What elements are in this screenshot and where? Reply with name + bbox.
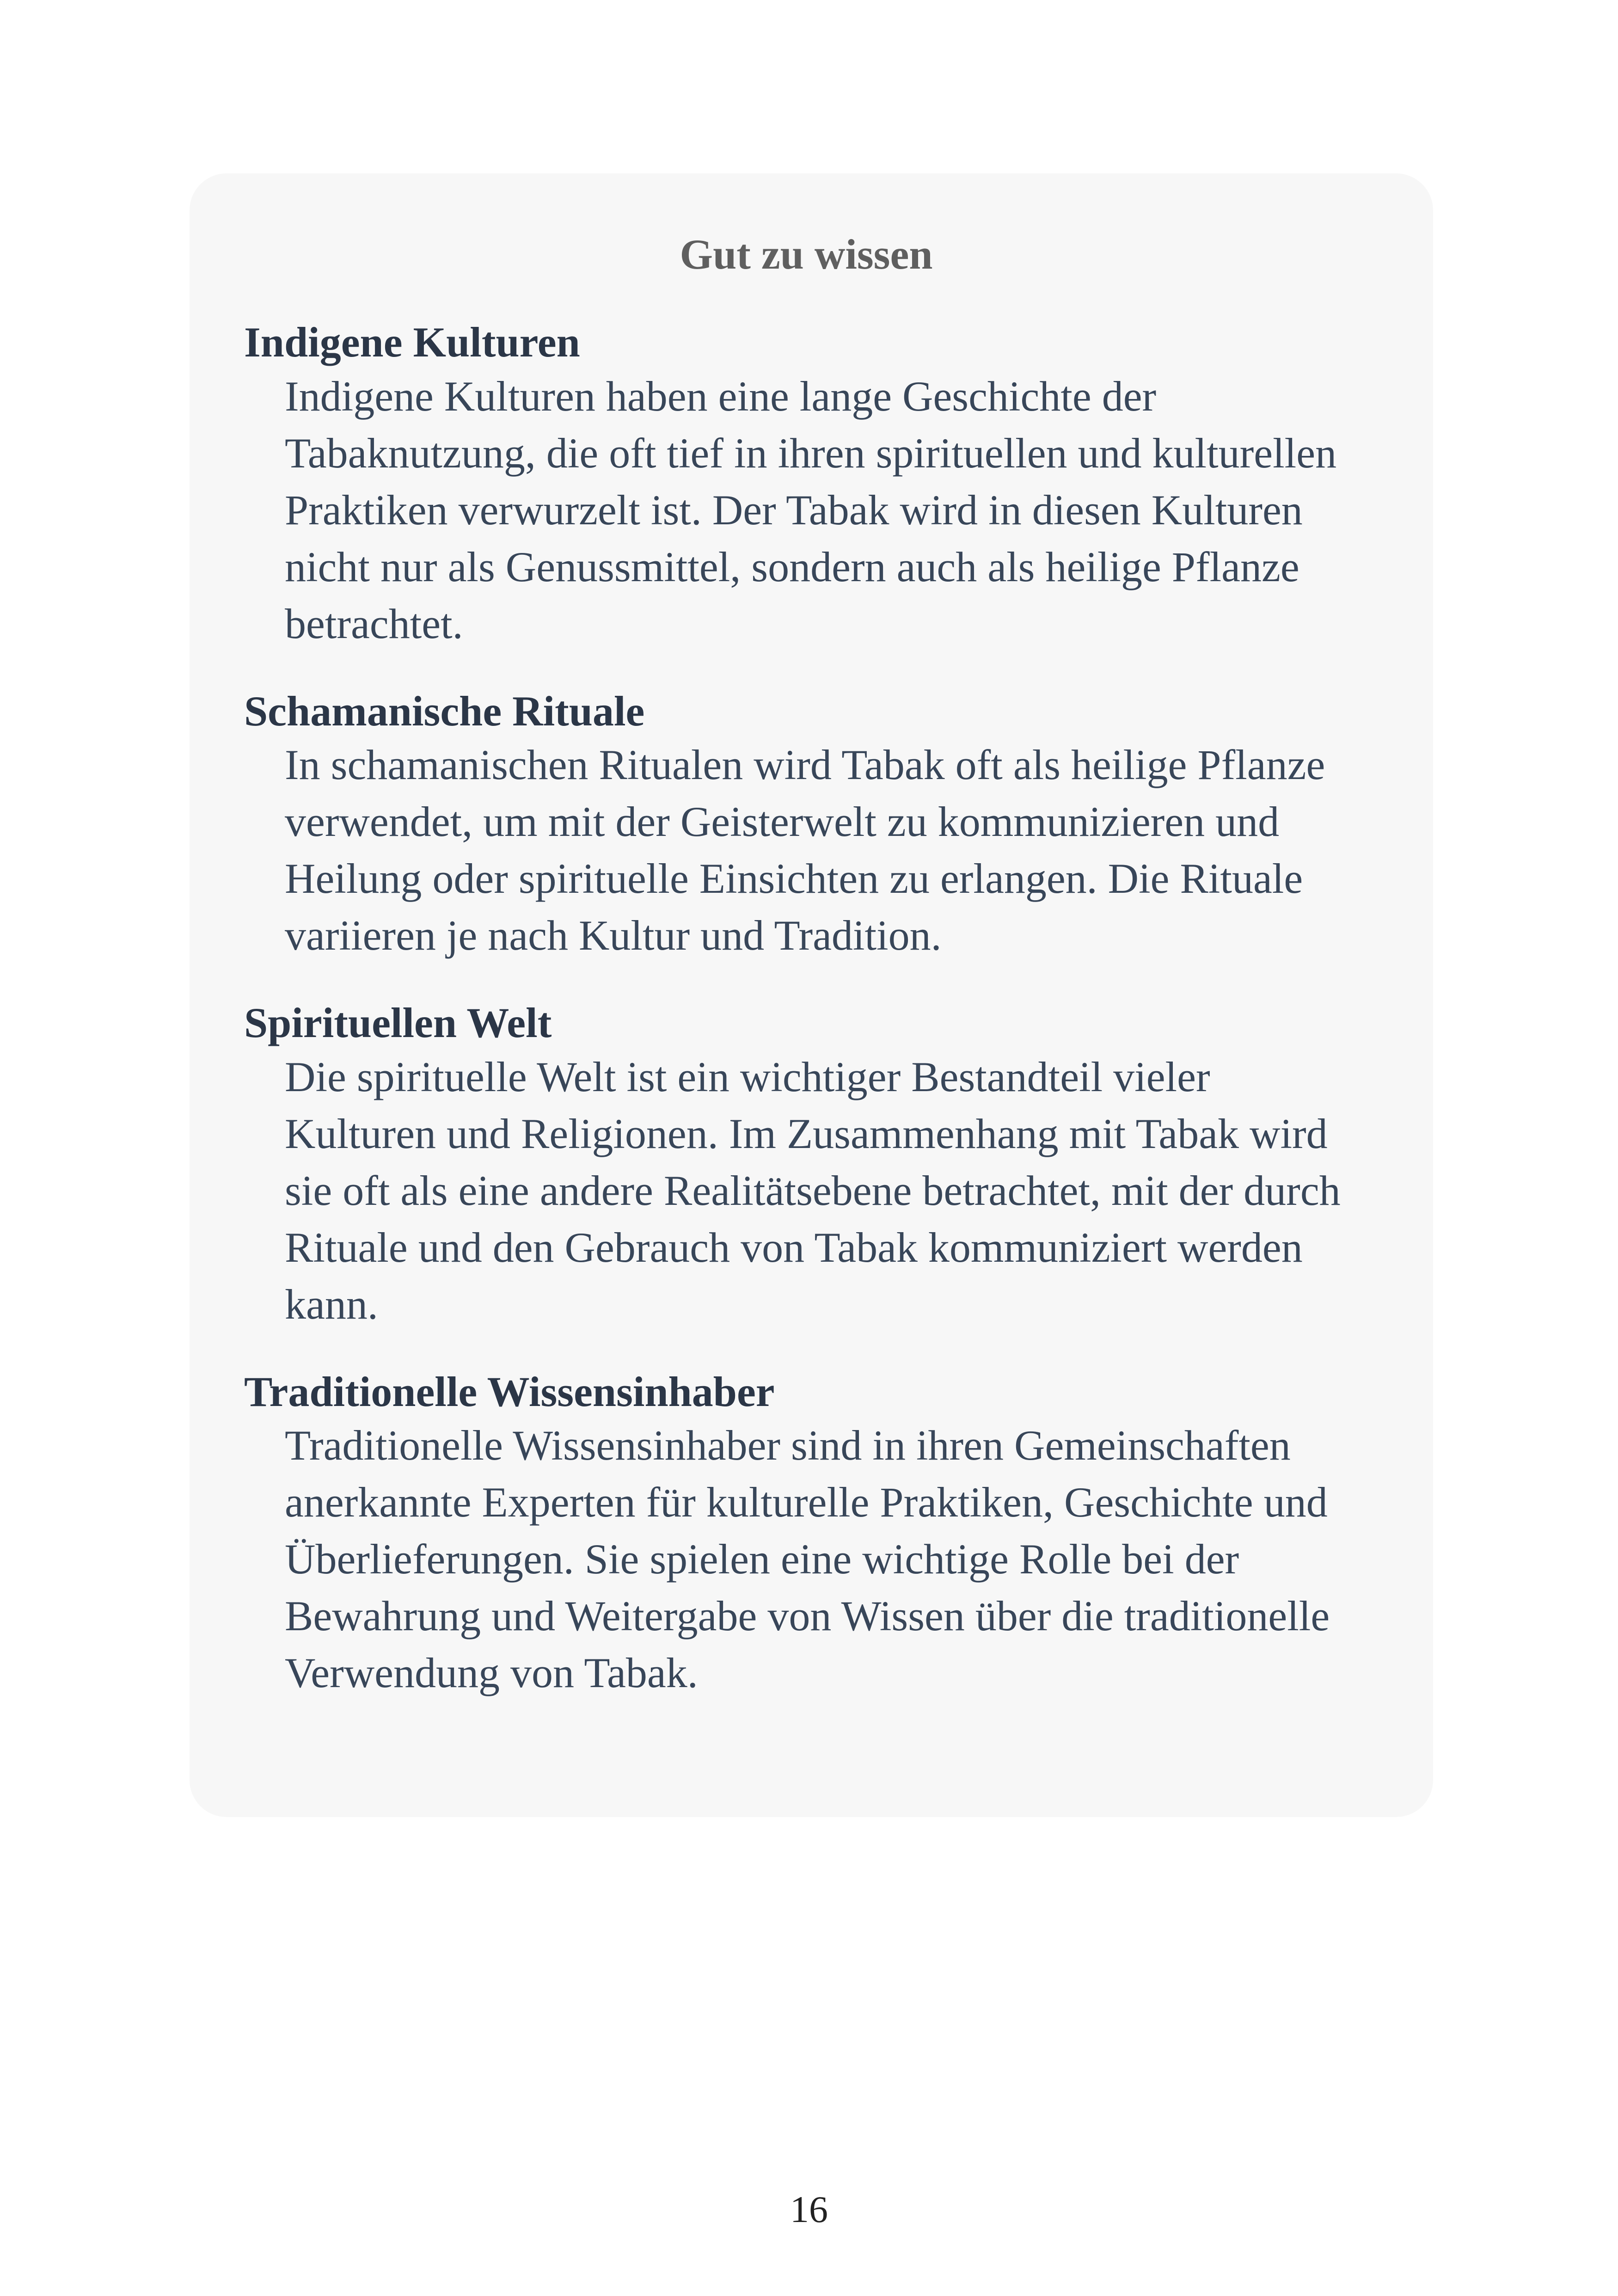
page-number: 16: [790, 2188, 828, 2230]
entry-term: Indigene Kulturen: [244, 319, 580, 366]
glossary-entry: [244, 1366, 1368, 1701]
glossary-entry: [244, 997, 1368, 1332]
info-box: [190, 173, 1433, 1817]
entry-term: Traditionelle Wissensinhaber: [244, 1368, 775, 1415]
entry-term: Spirituellen Welt: [244, 999, 552, 1047]
box-title: Gut zu wissen: [680, 231, 933, 278]
entry-definition: Die spirituelle Welt ist ein wichtiger Bestandteil vieler Kulturen und Religionen. Im Zusammenhang mit Tabak wird sie oft als eine andere Realitätsebene betrachtet, mit der durch Rituale und den Gebrauch von Tabak kommuniziert werden kann.: [285, 1053, 1341, 1328]
glossary-entry: [244, 317, 1368, 652]
entry-definition: In schamanischen Ritualen wird Tabak oft als heilige Pflanze verwendet, um mit der Geisterwelt zu kommunizieren und Heilung oder spirituelle Einsichten zu erlangen. Die Rituale variieren je nach Kultur und Tradition.: [285, 741, 1325, 959]
entry-definition: Indigene Kulturen haben eine lange Geschichte der Tabaknutzung, die oft tief in ihren spirituellen und kulturellen Praktiken verwurzelt ist. Der Tabak wird in diesen Kulturen nicht nur als Genussmittel, sondern auch als heilige Pflanze betrachtet.: [285, 372, 1337, 647]
entry-term: Schamanische Rituale: [244, 687, 645, 735]
glossary-entry: [244, 686, 1368, 964]
entry-definition: Traditionelle Wissensinhaber sind in ihren Gemeinschaften anerkannte Experten für kulturelle Praktiken, Geschichte und Überlieferungen. Sie spielen eine wichtige Rolle bei der Bewahrung und Weitergabe von Wissen über die traditionelle Verwendung von Tabak.: [285, 1421, 1330, 1696]
